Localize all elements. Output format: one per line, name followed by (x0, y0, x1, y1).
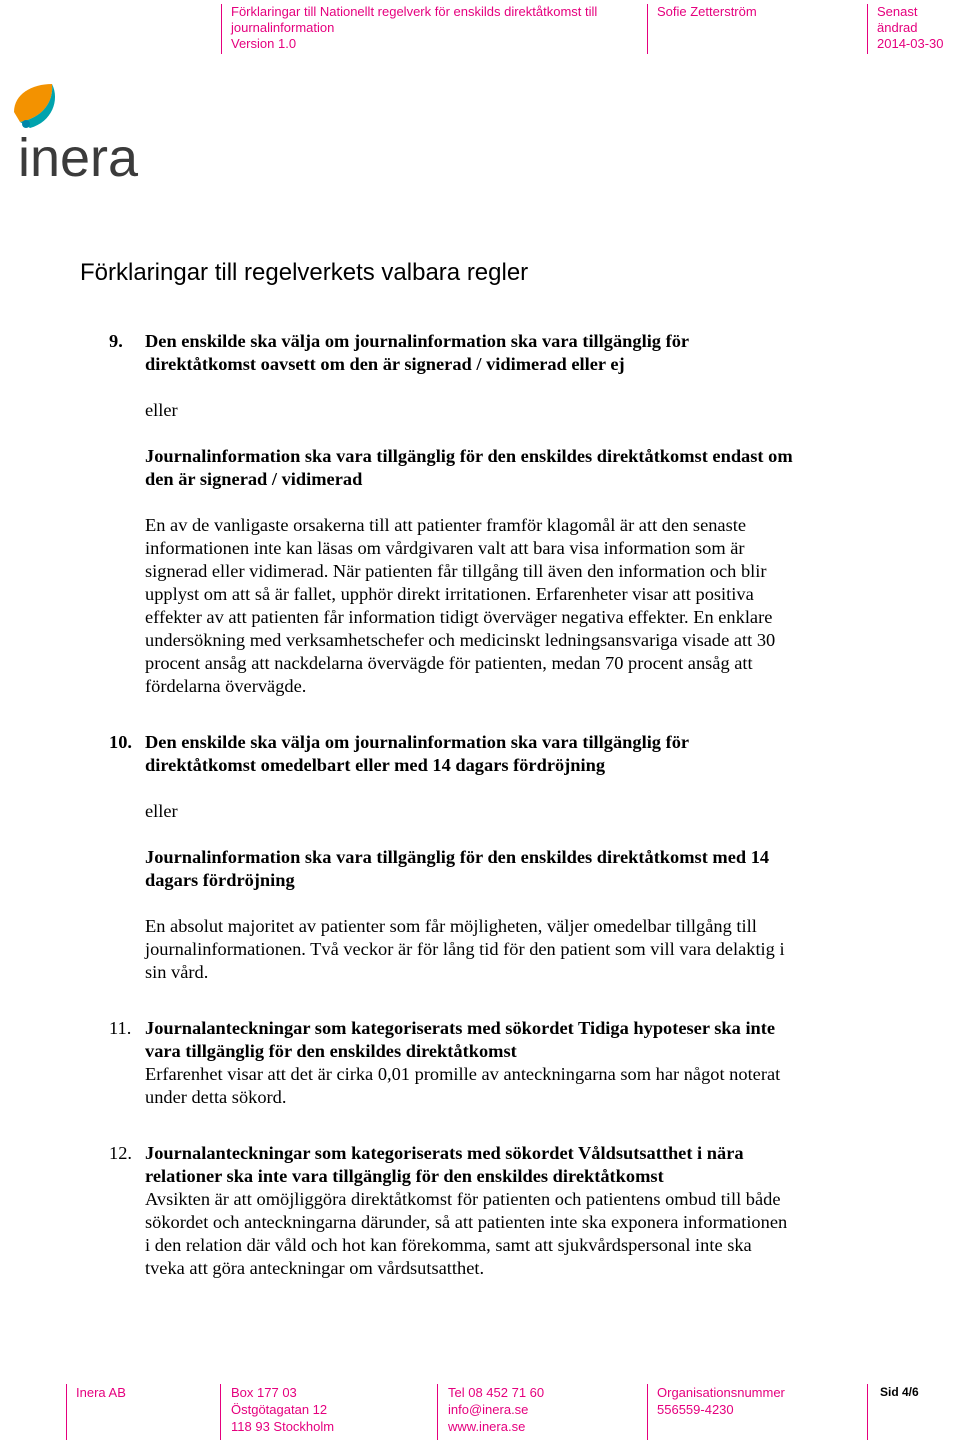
header-author (657, 4, 757, 20)
address-line: Box 177 03 (231, 1385, 297, 1400)
section-body: En absolut majoritet av patienter som får möjligheten, väljer omedelbar tillgång till journalinformationen. Två veckor är för lång tid för den patient som vill vara delaktig i sin vård. (145, 916, 785, 982)
rule-section-10 (109, 731, 855, 984)
footer-divider (867, 1384, 868, 1440)
section-body: Avsikten är att omöjliggöra direktåtkomst för patienten och patientens ombud till både sökordet och anteckningarna därunder, så att patienten inte ska exponera informationen i den relation där våld och hot kan förekomma, samt att sjukvårdspersonal inte ska tveka att göra anteckningar om vårdsutsatthet. (145, 1189, 788, 1278)
footer-divider (647, 1384, 648, 1440)
section-heading-b: Journalinformation ska vara tillgänglig för den enskildes direktåtkomst med 14 dagars fördröjning (145, 847, 770, 890)
rule-section-11 (109, 1017, 855, 1109)
section-body: En av de vanligaste orsakerna till att patienter framför klagomål är att den senaste informationen inte kan läsas om vårdgivaren valt att bara visa information som är signerad eller vidimerad. När patienten får tillgång till även den information och blir upplyst om att så är fallet, upphör direkt irritationen. Erfarenheter visar att positiva effekter av att patienten får information tidigt överväger negativa effekter. En enklare undersökning med verksamhetschefer och medicinskt ledningsansvariga visade att 30 procent ansåg att nackdelarna övervägde för patienten, medan 70 procent ansåg att fördelarna övervägde. (145, 515, 776, 696)
header-divider (647, 4, 648, 54)
section-heading-a: Journalanteckningar som kategoriserats med sökordet Våldsutsatthet i nära relationer ska inte vara tillgänglig för den enskildes direktåtkomst (145, 1143, 744, 1186)
header-changed (877, 4, 960, 52)
header-divider (221, 4, 222, 54)
section-number: 10. (109, 732, 132, 752)
address-line: 118 93 Stockholm (231, 1419, 335, 1434)
section-number: 11. (109, 1018, 132, 1038)
header-document-title (231, 4, 597, 52)
doc-title-line2: journalinformation (231, 20, 335, 35)
section-heading-a: Journalanteckningar som kategoriserats med sökordet Tidiga hypoteser ska inte vara tillgänglig för den enskildes direktåtkomst (145, 1018, 776, 1061)
doc-version: Version 1.0 (231, 36, 297, 51)
org-number: 556559-4230 (657, 1402, 734, 1417)
footer-divider (220, 1384, 221, 1440)
section-or: eller (145, 801, 178, 821)
footer-company (76, 1384, 126, 1401)
inera-logo (6, 82, 166, 182)
page-number: Sid 4/6 (880, 1385, 919, 1399)
logo-mark-icon (14, 84, 55, 128)
section-number: 9. (109, 331, 123, 351)
changed-label: Senast ändrad (877, 4, 918, 35)
org-label: Organisationsnummer (657, 1385, 785, 1400)
section-body: Erfarenhet visar att det är cirka 0,01 promille av anteckningarna som har något noterat under detta sökord. (145, 1064, 781, 1107)
section-heading-a: Den enskilde ska välja om journalinformation ska vara tillgänglig för direktåtkomst oavsett om den är signerad / vidimerad eller ej (145, 331, 690, 374)
footer-divider (66, 1384, 67, 1440)
logo-wordmark: inera (18, 128, 139, 182)
phone-number: Tel 08 452 71 60 (448, 1385, 545, 1400)
doc-title-line1: Förklaringar till Nationellt regelverk för enskilds direktåtkomst till (231, 4, 598, 19)
address-line: Östgötagatan 12 (231, 1402, 328, 1417)
section-or: eller (145, 400, 178, 420)
rule-section-9 (109, 330, 855, 698)
footer-divider (437, 1384, 438, 1440)
section-heading-b: Journalinformation ska vara tillgänglig för den enskildes direktåtkomst endast om den är signerad / vidimerad (145, 446, 793, 489)
document-body (0, 330, 960, 1280)
footer-contact (448, 1384, 544, 1435)
page-title: Förklaringar till regelverkets valbara regler (80, 259, 529, 286)
website-link[interactable]: www.inera.se (448, 1419, 526, 1434)
section-heading-a: Den enskilde ska välja om journalinformation ska vara tillgänglig för direktåtkomst omedelbart eller med 14 dagars fördröjning (145, 732, 690, 775)
footer-address (231, 1384, 334, 1435)
footer-page (880, 1384, 919, 1401)
rule-section-12 (109, 1142, 855, 1280)
footer-org (657, 1384, 785, 1418)
header-divider (867, 4, 868, 54)
company-name: Inera AB (76, 1385, 126, 1400)
changed-date: 2014-03-30 (877, 36, 944, 51)
section-number: 12. (109, 1143, 132, 1163)
author-name: Sofie Zetterström (657, 4, 757, 19)
email-link[interactable]: info@inera.se (448, 1402, 529, 1417)
